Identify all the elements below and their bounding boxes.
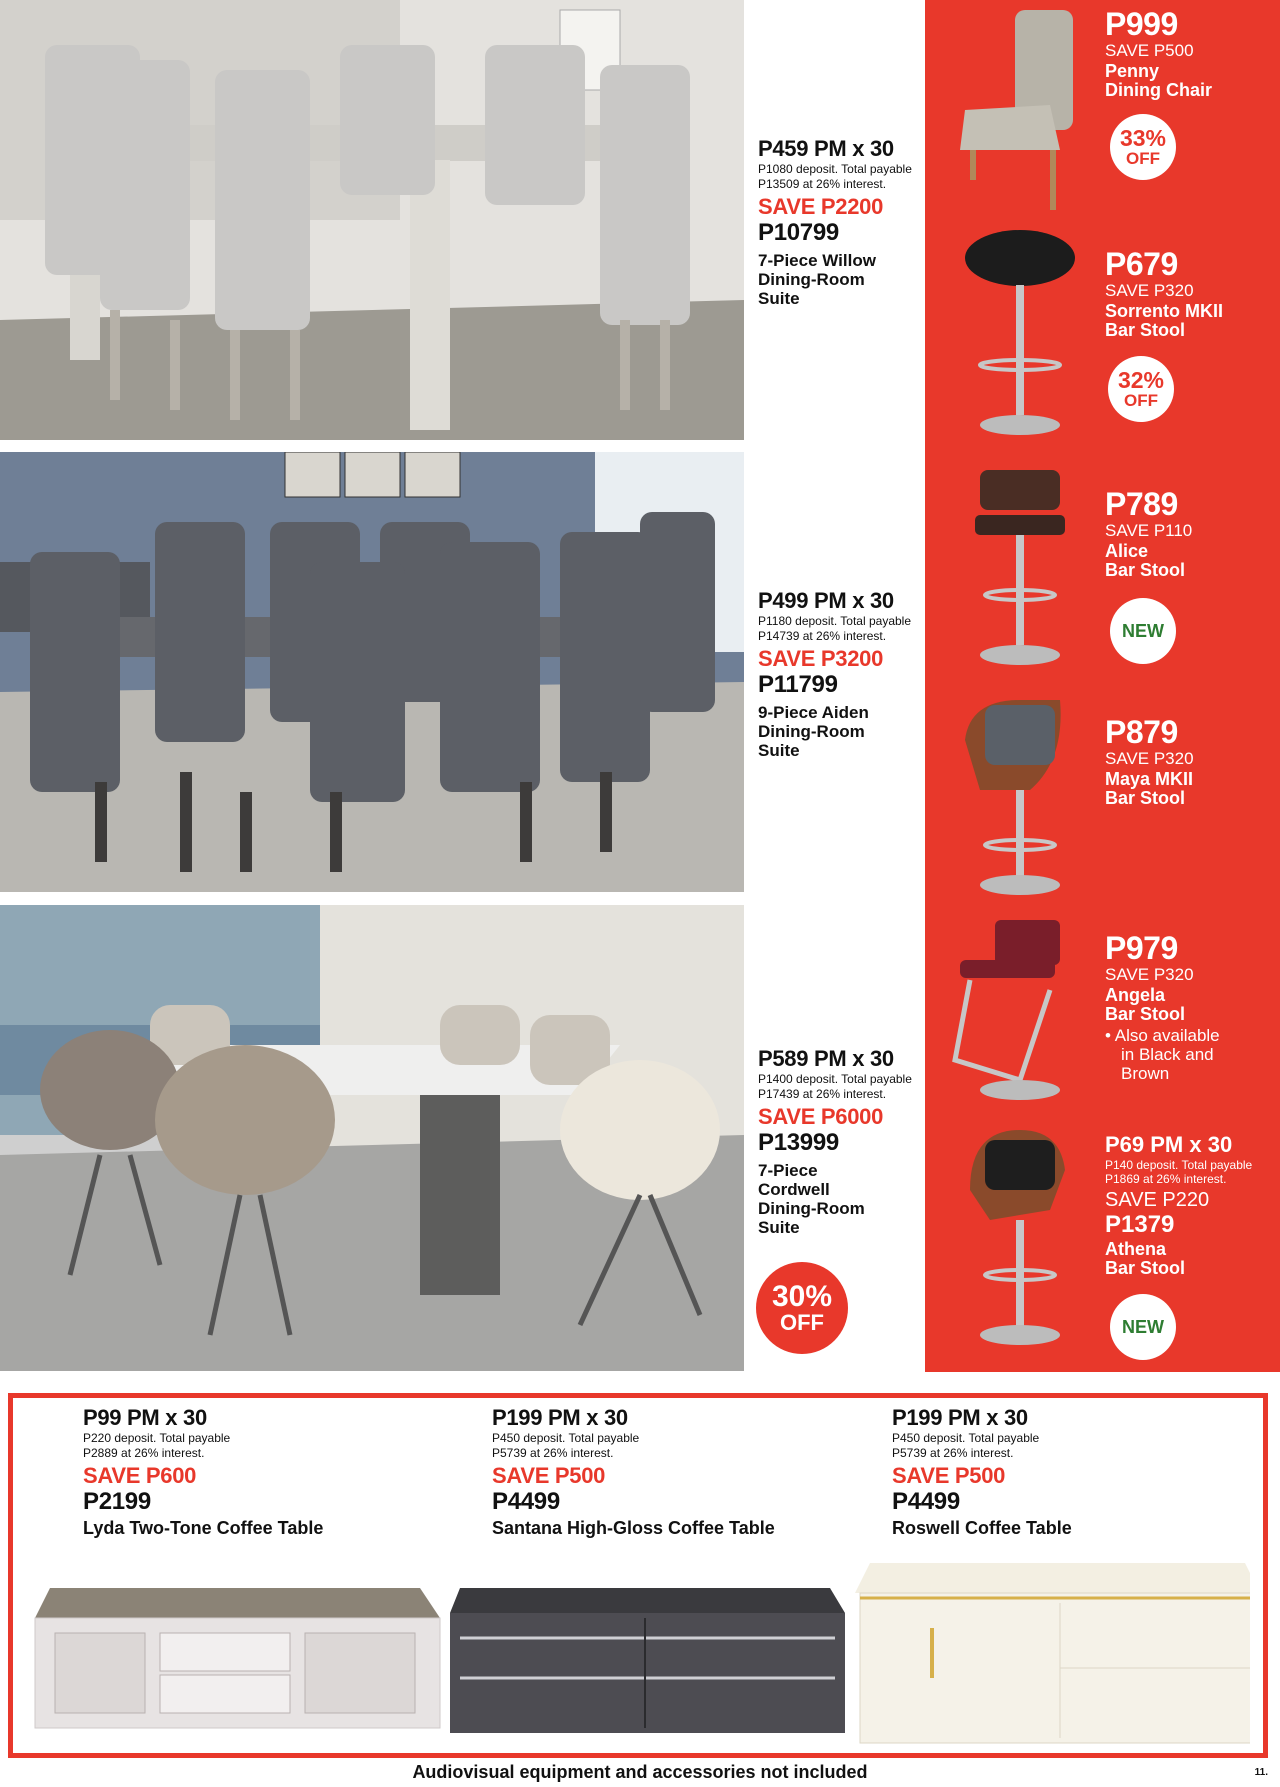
product-name: Santana High-Gloss Coffee Table [492, 1518, 775, 1538]
payable-line: P17439 at 26% interest. [758, 1087, 887, 1101]
stool-alice [1105, 488, 1192, 580]
penny-chair-image [960, 10, 1073, 210]
stool-price: P999 [1105, 6, 1178, 42]
cash-price: P4499 [492, 1488, 560, 1515]
product-aiden [758, 590, 911, 760]
lyda-table-image [35, 1588, 440, 1728]
coffee-roswell [892, 1407, 1072, 1538]
stool-illustrations [950, 0, 1090, 1372]
stool-monthly: P69 PM x 30 [1105, 1132, 1233, 1157]
stool-price: P1379 [1105, 1211, 1175, 1238]
cash-price: P13999 [758, 1129, 839, 1156]
stool-name: Alice Bar Stool [1105, 541, 1186, 580]
save-amount: SAVE P2200 [758, 194, 884, 219]
monthly-price: P99 PM x 30 [83, 1405, 207, 1430]
sorrento-stool-image [965, 230, 1075, 435]
stool-name: Sorrento MKII Bar Stool [1105, 301, 1224, 340]
product-cordwell [758, 1048, 912, 1237]
athena-stool-image [970, 1130, 1065, 1345]
save-amount: SAVE P500 [492, 1463, 606, 1488]
stool-name: Penny Dining Chair [1105, 61, 1212, 100]
stool-athena [1105, 1134, 1252, 1278]
roswell-table-image [855, 1563, 1250, 1743]
product-name: Lyda Two-Tone Coffee Table [83, 1518, 324, 1538]
product-willow [758, 138, 912, 308]
angela-stool-image [955, 920, 1060, 1100]
stool-save: SAVE P220 [1105, 1189, 1210, 1211]
footer-disclaimer: Audiovisual equipment and accessories not included [412, 1762, 868, 1782]
cordwell-suite-photo [0, 905, 744, 1371]
cash-price: P4499 [892, 1488, 960, 1515]
new-badge: NEW [1110, 598, 1176, 664]
discount-badge: 33% OFF [1110, 114, 1176, 180]
stool-angela [1105, 932, 1220, 1083]
stool-name: Maya MKII Bar Stool [1105, 769, 1194, 808]
deposit-line: P220 deposit. Total payable [83, 1431, 231, 1445]
stool-price: P979 [1105, 930, 1178, 966]
alice-stool-image [975, 470, 1065, 665]
page-number: 11. [1254, 1767, 1268, 1778]
payable-line: P14739 at 26% interest. [758, 629, 887, 643]
product-name: 9-Piece Aiden Dining-Room Suite [758, 703, 869, 760]
coffee-lyda [83, 1407, 323, 1538]
stool-note: • Also available in Black and Brown [1105, 1026, 1220, 1083]
coffee-table-illustrations [30, 1558, 1250, 1748]
stool-price: P679 [1105, 246, 1178, 282]
deposit-line: P450 deposit. Total payable [492, 1431, 640, 1445]
save-amount: SAVE P3200 [758, 646, 884, 671]
stool-maya [1105, 716, 1194, 808]
save-amount: SAVE P500 [892, 1463, 1006, 1488]
stool-name: Angela Bar Stool [1105, 985, 1186, 1024]
payable-line: P5739 at 26% interest. [892, 1446, 1014, 1460]
stool-sorrento [1105, 248, 1223, 340]
payable-line: P5739 at 26% interest. [492, 1446, 614, 1460]
cash-price: P11799 [758, 671, 838, 698]
cash-price: P10799 [758, 219, 839, 246]
santana-table-image [450, 1588, 845, 1733]
save-amount: SAVE P6000 [758, 1104, 884, 1129]
product-name: Roswell Coffee Table [892, 1518, 1072, 1538]
stool-name: Athena Bar Stool [1105, 1239, 1186, 1278]
stool-payable: P1869 at 26% interest. [1105, 1172, 1227, 1186]
monthly-price: P589 PM x 30 [758, 1046, 894, 1071]
monthly-price: P499 PM x 30 [758, 588, 894, 613]
willow-suite-photo [0, 0, 744, 440]
cash-price: P2199 [83, 1488, 151, 1515]
stool-save: SAVE P320 [1105, 281, 1194, 300]
discount-badge: 32% OFF [1108, 356, 1174, 422]
product-name: 7-Piece Willow Dining-Room Suite [758, 251, 876, 308]
monthly-price: P199 PM x 30 [492, 1405, 628, 1430]
payable-line: P13509 at 26% interest. [758, 177, 887, 191]
maya-stool-image [965, 700, 1061, 895]
stool-price: P879 [1105, 714, 1178, 750]
deposit-line: P1400 deposit. Total payable [758, 1072, 912, 1086]
save-amount: SAVE P600 [83, 1463, 197, 1488]
monthly-price: P199 PM x 30 [892, 1405, 1028, 1430]
stool-penny [1105, 8, 1212, 100]
discount-badge: 30% OFF [756, 1262, 848, 1354]
stool-save: SAVE P110 [1105, 521, 1193, 540]
stool-price: P789 [1105, 486, 1178, 522]
deposit-line: P1080 deposit. Total payable [758, 162, 912, 176]
deposit-line: P450 deposit. Total payable [892, 1431, 1040, 1445]
coffee-santana [492, 1407, 775, 1538]
deposit-line: P1180 deposit. Total payable [758, 614, 912, 628]
product-name: 7-Piece Cordwell Dining-Room Suite [758, 1161, 865, 1237]
stool-save: SAVE P500 [1105, 41, 1194, 60]
new-badge: NEW [1110, 1294, 1176, 1360]
stool-deposit: P140 deposit. Total payable [1105, 1158, 1253, 1172]
aiden-suite-photo [0, 452, 744, 892]
monthly-price: P459 PM x 30 [758, 136, 894, 161]
stool-save: SAVE P320 [1105, 749, 1194, 768]
payable-line: P2889 at 26% interest. [83, 1446, 205, 1460]
stool-save: SAVE P320 [1105, 965, 1194, 984]
